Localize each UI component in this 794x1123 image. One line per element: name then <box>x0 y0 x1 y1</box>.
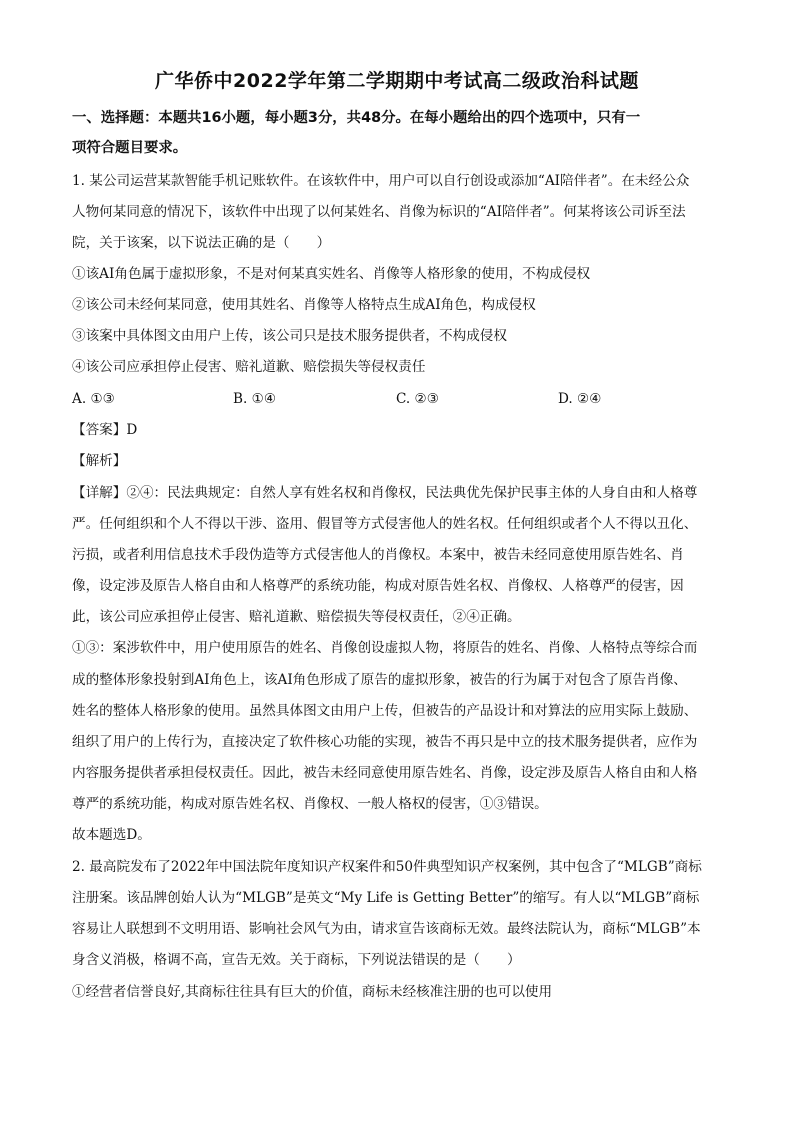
section-heading-line-1: 一、选择题：本题共16小题，每小题3分，共48分。在每小题给出的四个选项中，只有一 <box>72 110 641 126</box>
q1-detail-line: 像，设定涉及原告人格自由和人格尊严的系统功能，构成对原告姓名权、肖像权、人格尊严的侵害，因 <box>72 578 684 594</box>
q1-detail-line: 组织了用户的上传行为，直接决定了软件核心功能的实现，被告不再只是中立的技术服务提供者，应作为 <box>72 734 698 750</box>
q1-detail-line: 此，该公司应承担停止侵害、赔礼道歉、赔偿损失等侵权责任，②④正确。 <box>72 609 521 625</box>
q1-option-a: A. ①③ <box>72 391 115 407</box>
q1-detail-line: 内容服务提供者承担侵权责任。因此，被告未经同意使用原告姓名、肖像，设定涉及原告人格自由和人格 <box>72 765 698 781</box>
q1-statement: ③该案中具体图文由用户上传，该公司只是技术服务提供者，不构成侵权 <box>72 328 507 344</box>
q1-statement: ②该公司未经何某同意，使用其姓名、肖像等人格特点生成AI角色，构成侵权 <box>72 297 536 313</box>
q2-statement: ①经营者信誉良好,其商标往往具有巨大的价值，商标未经核准注册的也可以使用 <box>72 984 553 1000</box>
q1-answer: 【答案】D <box>72 422 138 438</box>
q1-statement: ①该AI角色属于虚拟形象，不是对何某真实姓名、肖像等人格形象的使用，不构成侵权 <box>72 266 591 282</box>
q1-detail-line: ①③：案涉软件中，用户使用原告的姓名、肖像创设虚拟人物，将原告的姓名、肖像、人格特点等综合而 <box>72 640 698 656</box>
q1-detail-line: 成的整体形象投射到AI角色上，该AI角色形成了原告的虚拟形象，被告的行为属于对包含了原告肖像、 <box>72 672 687 688</box>
page-title: 广华侨中2022学年第二学期期中考试高二级政治科试题 <box>155 70 639 92</box>
q1-detail-line: 【详解】②④：民法典规定：自然人享有姓名权和肖像权，民法典优先保护民事主体的人身自由和人格尊 <box>72 485 698 501</box>
section-heading-line-2: 项符合题目要求。 <box>72 140 188 156</box>
q1-option-d: D. ②④ <box>558 391 602 407</box>
q1-stem-line: 人物何某同意的情况下，该软件中出现了以何某姓名、肖像为标识的“AI陪伴者”。何某将该公司诉至法 <box>72 204 686 220</box>
q2-stem-line: 身含义消极，格调不高，宣告无效。关于商标，下列说法错误的是（ ） <box>72 952 521 968</box>
q2-stem-line: 2. 最高院发布了2022年中国法院年度知识产权案件和50件典型知识产权案例，其中包含了“MLGB”商标 <box>72 859 702 875</box>
q1-detail-line: 姓名的整体人格形象的使用。虽然具体图文由用户上传，但被告的产品设计和对算法的应用实际上鼓励、 <box>72 703 698 719</box>
q1-statement: ④该公司应承担停止侵害、赔礼道歉、赔偿损失等侵权责任 <box>72 359 426 375</box>
q1-stem-line: 院，关于该案，以下说法正确的是（ ） <box>72 235 331 251</box>
q1-option-b: B. ①④ <box>233 391 277 407</box>
q1-detail-line: 污损，或者利用信息技术手段伪造等方式侵害他人的肖像权。本案中，被告未经同意使用原告姓名、肖 <box>72 547 684 563</box>
q1-analysis-label: 【解析】 <box>72 453 127 469</box>
q1-detail-line: 尊严的系统功能，构成对原告姓名权、肖像权、一般人格权的侵害，①③错误。 <box>72 796 548 812</box>
q1-stem-line: 1. 某公司运营某款智能手机记账软件。在该软件中，用户可以自行创设或添加“AI陪伴者”。在未经公众 <box>72 173 690 189</box>
q1-option-c: C. ②③ <box>396 391 439 407</box>
q2-stem-line: 容易让人联想到不文明用语、影响社会风气为由，请求宣告该商标无效。最终法院认为，商标“MLGB”本 <box>72 921 701 937</box>
q1-detail-line: 严。任何组织和个人不得以干涉、盗用、假冒等方式侵害他人的姓名权。任何组织或者个人不得以丑化、 <box>72 516 698 532</box>
q1-conclusion: 故本题选D。 <box>72 827 151 843</box>
q2-stem-line: 注册案。该品牌创始人认为“MLGB”是英文“My Life is Getting Better”的缩写。有人以“MLGB”商标 <box>72 890 700 906</box>
